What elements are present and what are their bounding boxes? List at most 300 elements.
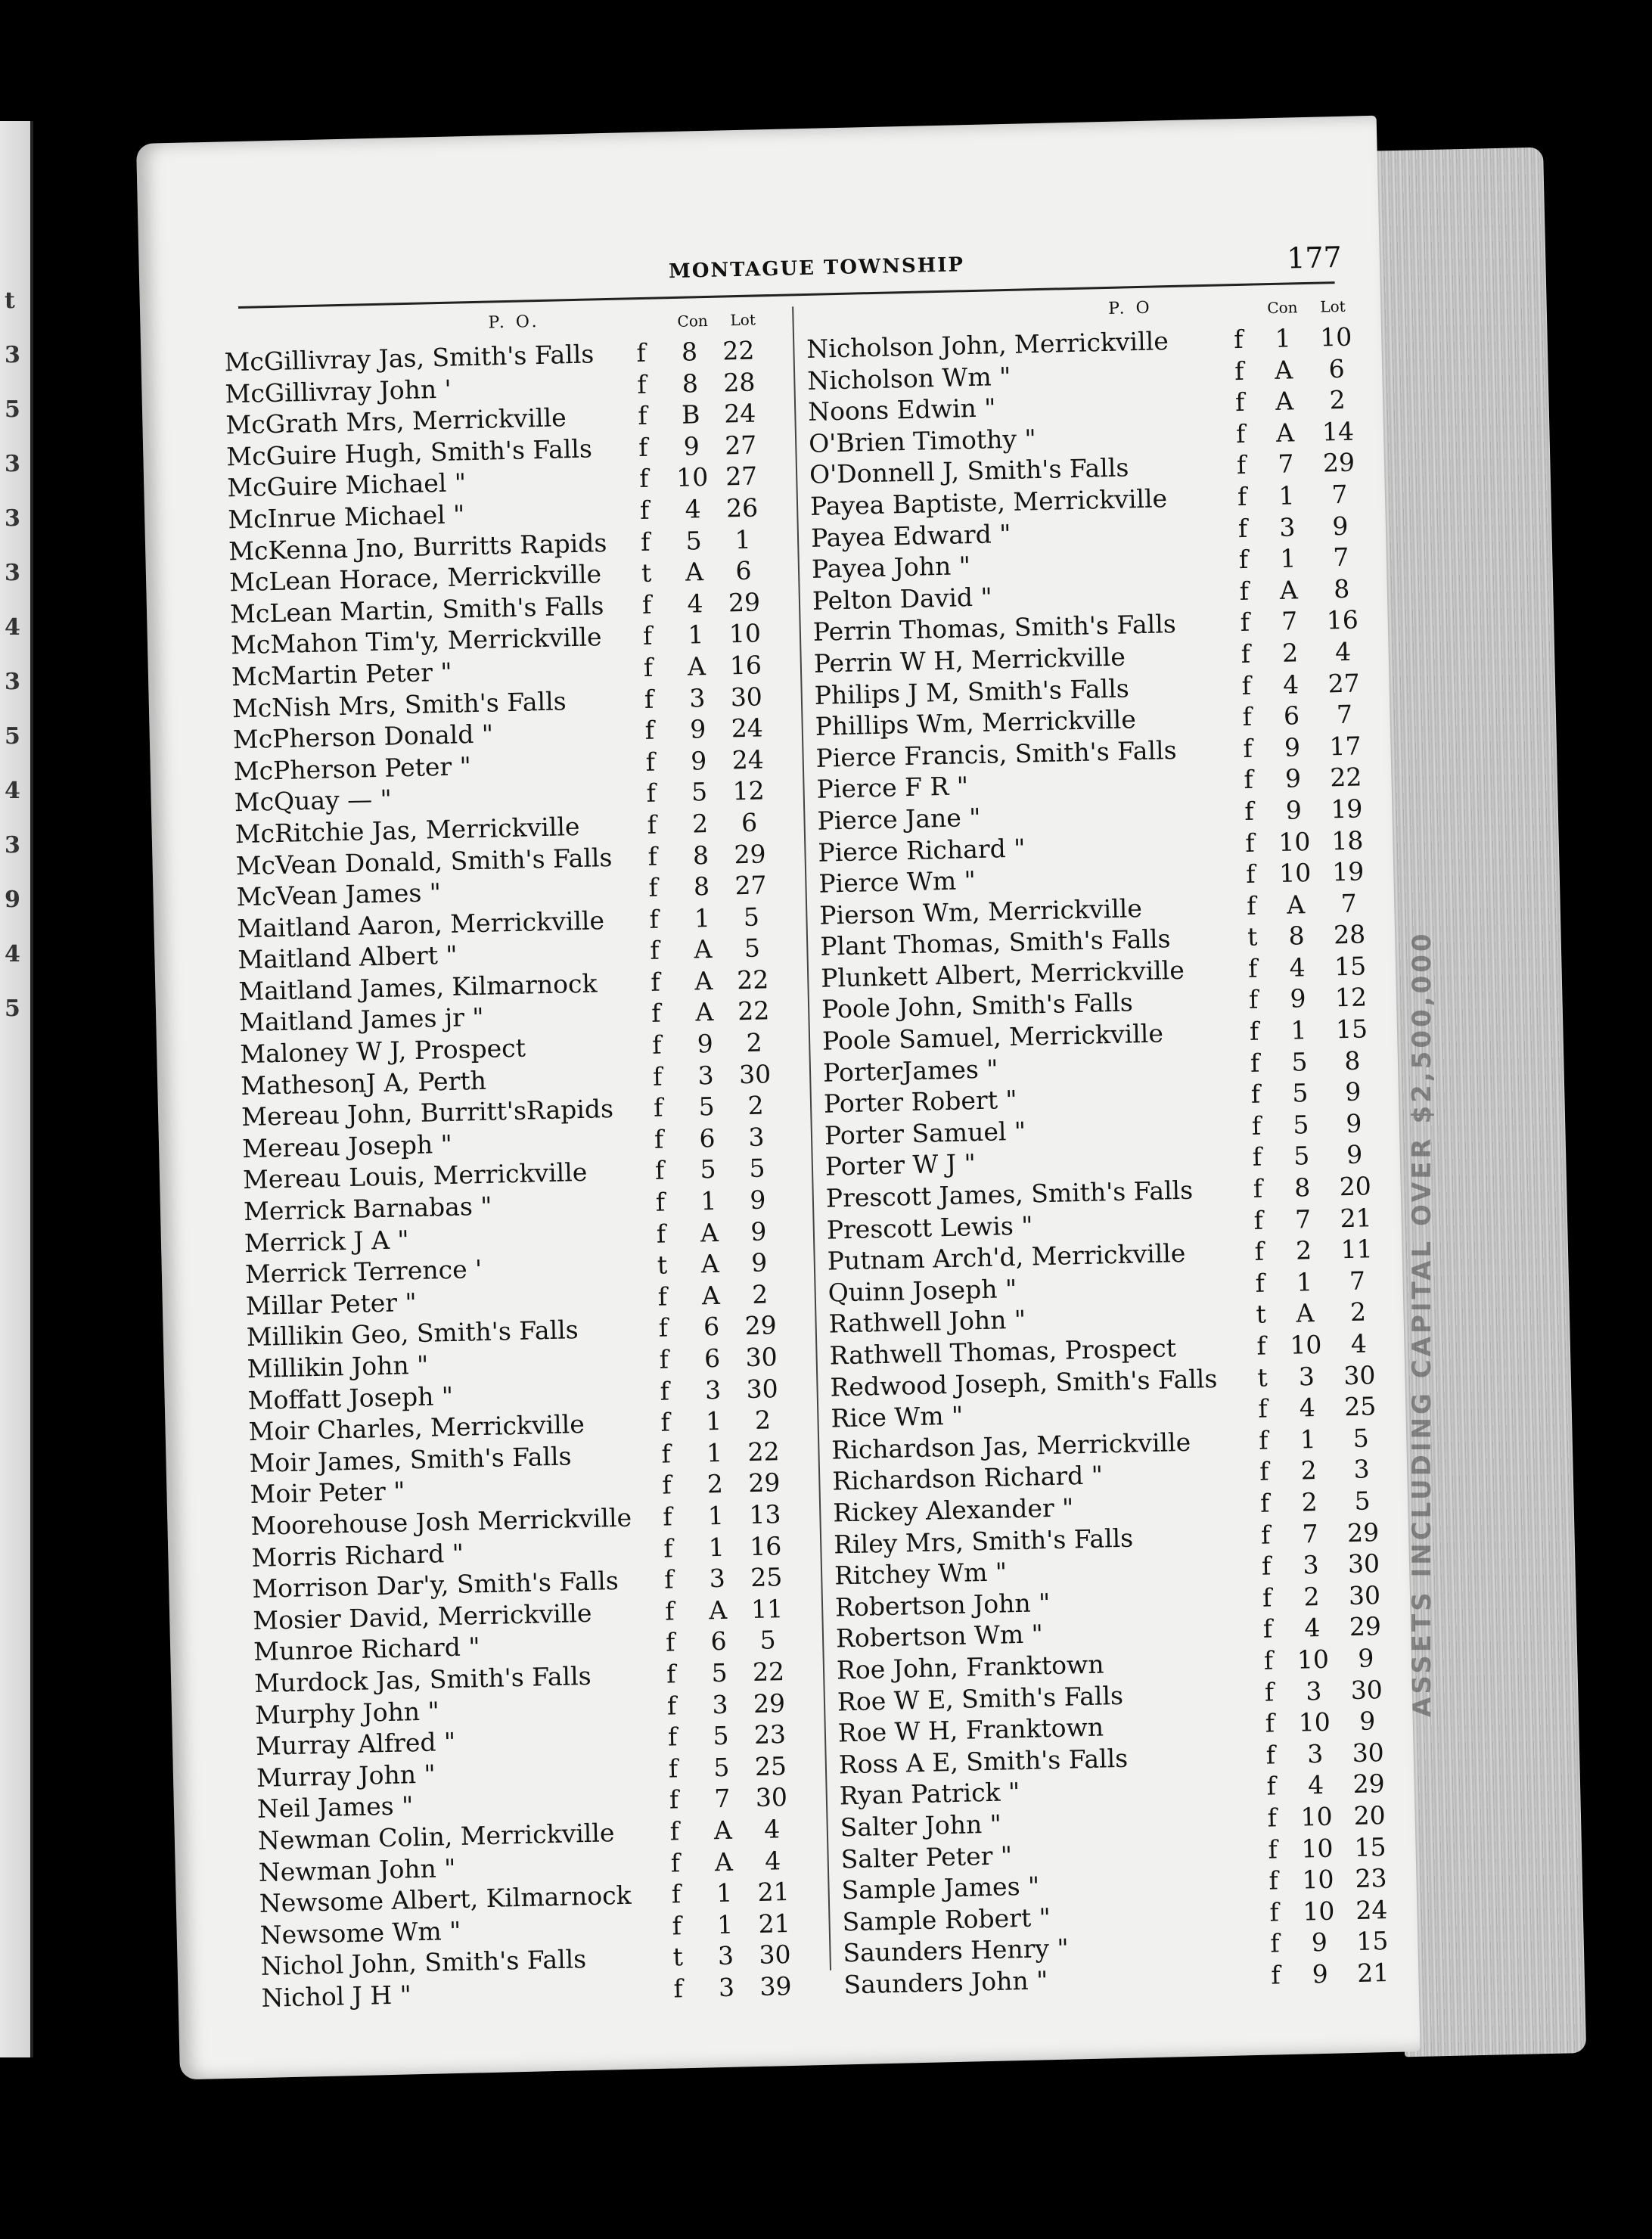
entry-name: Moir Peter " [250, 1476, 405, 1510]
entry-concession: 5 [685, 525, 703, 556]
po-header: P. O [1108, 298, 1153, 318]
adjacent-page-fragment: 4 [5, 614, 20, 641]
entry-name: Redwood Joseph, Smith's Falls [830, 1363, 1218, 1402]
entry-lot: 27 [1328, 668, 1361, 698]
entry-name: Perrin W H, Merrickville [813, 641, 1126, 679]
entry-concession: 4 [1307, 1770, 1324, 1800]
entry-lot: 23 [1355, 1863, 1387, 1894]
entry-lot: 24 [731, 713, 764, 744]
entry-concession: 5 [691, 777, 708, 807]
entry-name: Saunders John " [843, 1965, 1048, 2000]
entry-name: Murphy John " [254, 1695, 440, 1730]
entry-lot: 29 [1349, 1611, 1382, 1642]
entry-class: f [662, 1501, 673, 1532]
po-header: P. O. [488, 312, 540, 333]
entry-lot: 12 [1334, 982, 1368, 1013]
entry-lot: 10 [728, 618, 762, 649]
entry-concession: 7 [1281, 606, 1298, 637]
entry-lot: 5 [1352, 1423, 1370, 1453]
directory-page [136, 116, 1421, 2080]
entry-concession: A [700, 1217, 719, 1248]
entry-concession: 3 [1305, 1675, 1322, 1706]
adjacent-page-fragment: 3 [5, 560, 20, 586]
entry-lot: 12 [732, 775, 765, 806]
entry-name: Millikin John " [247, 1349, 429, 1384]
entry-concession: 1 [1275, 323, 1292, 353]
entry-concession: 1 [1290, 1015, 1307, 1045]
entry-lot: 11 [750, 1593, 784, 1624]
entry-class: f [1265, 1740, 1276, 1770]
entry-name: Pierce Wm " [818, 865, 977, 899]
entry-concession: 4 [687, 588, 703, 619]
right-entries [806, 321, 1396, 2000]
entry-name: Mereau Joseph " [241, 1129, 453, 1164]
entry-concession: A [1286, 889, 1306, 920]
entry-class: f [1251, 1110, 1262, 1141]
entry-name: Moffatt Joseph " [247, 1380, 454, 1415]
entry-class: f [1270, 1960, 1281, 1990]
entry-name: Nichol J H " [261, 1980, 412, 2013]
entry-lot: 27 [725, 461, 758, 492]
adjacent-page-fragment: 4 [5, 941, 20, 967]
entry-class: f [1250, 1048, 1260, 1078]
lot-header: Lot [730, 310, 756, 330]
entry-lot: 2 [1349, 1297, 1367, 1328]
entry-class: f [644, 715, 655, 746]
entry-name: Philips J M, Smith's Falls [814, 672, 1130, 710]
entry-lot: 8 [1333, 573, 1350, 604]
entry-name: McPherson Donald " [232, 719, 494, 755]
entry-name: Mosier David, Merrickville [252, 1598, 592, 1635]
entry-class: f [1261, 1551, 1272, 1581]
entry-class: f [637, 400, 647, 431]
entry-concession: 3 [697, 1060, 715, 1091]
entry-class: f [1244, 796, 1255, 826]
entry-lot: 4 [1334, 636, 1352, 667]
adjacent-page-fragment: 3 [5, 451, 20, 477]
entry-concession: 7 [1294, 1203, 1312, 1234]
entry-lot: 22 [1329, 762, 1362, 793]
adjacent-page-fragment: 3 [5, 505, 20, 532]
entry-class: f [653, 1092, 663, 1123]
entry-lot: 3 [1353, 1454, 1371, 1485]
entry-name: Prescott James, Smith's Falls [825, 1175, 1194, 1213]
entry-concession: 8 [682, 368, 699, 399]
entry-class: f [669, 1816, 680, 1846]
entry-name: Nicholson Wm " [806, 361, 1011, 396]
entry-concession: 9 [1311, 1927, 1328, 1958]
entry-name: Riley Mrs, Smith's Falls [833, 1523, 1134, 1560]
entry-lot: 2 [746, 1027, 763, 1058]
entry-lot: 7 [1336, 699, 1353, 730]
entry-class: f [1268, 1834, 1278, 1865]
entry-concession: 5 [700, 1154, 716, 1185]
entry-class: f [658, 1312, 669, 1343]
entry-class: f [1245, 859, 1256, 890]
entry-class: f [1266, 1771, 1277, 1801]
entry-concession: 10 [1278, 858, 1312, 889]
entry-concession: 1 [707, 1500, 725, 1531]
entry-name: Rice Wm " [831, 1400, 964, 1433]
entry-class: t [672, 1942, 684, 1972]
entry-class: f [661, 1470, 672, 1501]
entry-lot: 25 [754, 1750, 787, 1781]
entry-name: Pierce Richard " [818, 833, 1026, 868]
entry-lot: 25 [750, 1562, 783, 1593]
entry-class: f [1262, 1582, 1272, 1613]
entry-name: Newman John " [258, 1852, 456, 1887]
entry-class: f [1254, 1236, 1265, 1267]
entry-class: f [655, 1187, 666, 1217]
entry-lot: 6 [1328, 353, 1346, 384]
entry-class: f [1243, 733, 1253, 763]
entry-class: f [651, 1029, 662, 1060]
entry-class: f [1234, 387, 1245, 418]
entry-name: Salter John " [840, 1809, 1002, 1843]
entry-name: Maitland Albert " [238, 939, 458, 975]
entry-name: Moorehouse Josh Merrickville [250, 1502, 632, 1541]
entry-class: t [657, 1250, 668, 1280]
entry-concession: 8 [1288, 921, 1306, 951]
entry-name: McLean Horace, Merrickville [228, 559, 602, 598]
entry-concession: 3 [709, 1563, 726, 1594]
entry-lot: 21 [758, 1908, 791, 1939]
entry-class: f [1260, 1520, 1271, 1550]
entry-class: f [667, 1722, 678, 1752]
entry-name: Merrick Barnabas " [243, 1191, 492, 1227]
entry-class: f [1268, 1897, 1280, 1927]
entry-lot: 30 [745, 1342, 778, 1373]
entry-lot: 2 [751, 1279, 769, 1309]
entry-name: Newsome Albert, Kilmarnock [259, 1880, 632, 1918]
entry-class: f [1244, 828, 1255, 858]
adjacent-page-fragment: 9 [5, 887, 20, 913]
entry-concession: 4 [1282, 669, 1300, 700]
entry-lot: 21 [1340, 1202, 1373, 1233]
entry-concession: 10 [1278, 826, 1311, 857]
entry-name: Newman Colin, Merrickville [257, 1818, 615, 1855]
adjacent-page-fragment: 5 [5, 723, 20, 750]
entry-name: Neil James " [256, 1790, 414, 1824]
entry-lot: 6 [741, 807, 758, 837]
adjacent-page-fragment: 5 [5, 995, 20, 1022]
entry-concession: 1 [705, 1406, 722, 1436]
entry-class: f [1239, 576, 1250, 606]
entry-class: f [1255, 1268, 1265, 1298]
entry-lot: 8 [1343, 1045, 1361, 1076]
entry-class: f [1256, 1331, 1267, 1361]
entry-lot: 11 [1340, 1234, 1374, 1265]
lot-header: Lot [1320, 297, 1346, 316]
entry-name: Payea John " [811, 551, 971, 585]
entry-class: f [1237, 481, 1247, 512]
entry-lot: 27 [734, 870, 767, 901]
entry-name: Maloney W J, Prospect [239, 1033, 526, 1070]
entry-concession: 10 [1289, 1329, 1322, 1360]
adjacent-page-fragment: 5 [5, 396, 20, 423]
entry-lot: 9 [1331, 511, 1349, 541]
entry-lot: 29 [753, 1688, 786, 1719]
entry-concession: 4 [1289, 952, 1306, 983]
entry-name: McGrath Mrs, Merrickville [225, 402, 567, 440]
entry-name: McVean Donald, Smith's Falls [235, 842, 613, 880]
entry-concession: 1 [708, 1532, 725, 1562]
entry-name: Pierce Francis, Smith's Falls [815, 734, 1177, 773]
running-title: MONTAGUE TOWNSHIP [668, 253, 965, 284]
entry-lot: 7 [1332, 542, 1349, 573]
entry-lot: 22 [752, 1657, 785, 1687]
entry-concession: 9 [1312, 1958, 1329, 1989]
entry-lot: 4 [1350, 1328, 1368, 1359]
entry-class: t [1256, 1299, 1267, 1330]
entry-lot: 29 [1322, 447, 1355, 478]
entry-concession: 4 [685, 494, 702, 524]
con-header: Con [1267, 298, 1298, 318]
entry-name: Rathwell Thomas, Prospect [829, 1333, 1177, 1371]
entry-concession: 9 [690, 745, 707, 776]
entry-lot: 30 [730, 681, 763, 712]
entry-concession: 2 [1281, 638, 1299, 668]
entry-lot: 10 [1319, 321, 1352, 352]
entry-name: Maitland James, Kilmarnock [238, 968, 598, 1007]
entry-concession: 6 [699, 1123, 716, 1154]
entry-class: f [1257, 1393, 1268, 1424]
entry-class: f [1237, 513, 1248, 543]
entry-lot: 20 [1353, 1800, 1386, 1831]
entry-concession: 1 [1279, 543, 1296, 573]
entry-concession: 3 [712, 1689, 728, 1719]
entry-lot: 20 [1339, 1171, 1372, 1202]
entry-name: Phillips Wm, Merrickville [815, 704, 1137, 741]
entry-name: Mereau Louis, Merrickville [242, 1157, 588, 1195]
entry-lot: 28 [1333, 919, 1366, 950]
entry-lot: 2 [1329, 385, 1346, 415]
entry-name: McMahon Tim'y, Merrickville [230, 622, 602, 660]
entry-lot: 26 [725, 492, 759, 523]
entry-concession: 2 [1303, 1581, 1320, 1612]
entry-name: Poole Samuel, Merrickville [821, 1018, 1164, 1056]
entry-class: f [652, 1061, 663, 1092]
entry-lot: 30 [755, 1782, 788, 1813]
entry-class: f [1246, 890, 1256, 921]
entry-concession: 7 [1302, 1518, 1319, 1549]
entry-lot: 17 [1329, 731, 1362, 762]
entry-class: f [648, 904, 660, 934]
entry-class: f [659, 1344, 669, 1374]
entry-lot: 15 [1335, 1014, 1368, 1045]
entry-lot: 30 [1343, 1359, 1376, 1390]
entry-name: Morris Richard " [251, 1538, 464, 1573]
entry-lot: 25 [1343, 1391, 1377, 1422]
entry-class: f [1244, 765, 1254, 795]
entry-name: Rickey Alexander " [832, 1492, 1074, 1528]
entry-lot: 23 [753, 1719, 787, 1750]
entry-class: f [665, 1627, 675, 1657]
entry-class: f [1259, 1456, 1269, 1487]
entry-class: f [668, 1753, 678, 1784]
entry-concession: 8 [693, 871, 710, 902]
entry-concession: A [700, 1249, 720, 1279]
entry-name: McInrue Michael " [227, 499, 465, 535]
entry-lot: 9 [749, 1185, 766, 1215]
entry-concession: 3 [1278, 511, 1296, 542]
entry-concession: 1 [706, 1437, 723, 1468]
entry-class: f [1265, 1708, 1275, 1738]
entry-class: f [1250, 1079, 1261, 1110]
entry-concession: 7 [713, 1784, 731, 1814]
entry-lot: 30 [1348, 1579, 1381, 1610]
entry-concession: 9 [1284, 763, 1302, 794]
entry-name: Nichol John, Smith's Falls [260, 1944, 587, 1982]
entry-lot: 28 [722, 367, 756, 398]
entry-concession: 1 [716, 1877, 733, 1908]
entry-concession: 4 [1303, 1613, 1321, 1643]
entry-name: Pelton David " [812, 582, 993, 616]
entry-name: Nicholson John, Merrickville [806, 326, 1169, 364]
entry-concession: 5 [713, 1752, 730, 1782]
entry-name: Pierson Wm, Merrickville [818, 893, 1143, 930]
entry-class: f [663, 1564, 674, 1595]
entry-lot: 13 [748, 1499, 781, 1530]
entry-lot: 22 [736, 964, 769, 995]
entry-class: f [646, 778, 657, 809]
entry-class: f [1264, 1676, 1275, 1707]
entry-class: f [669, 1784, 679, 1815]
entry-name: McGuire Hugh, Smith's Falls [225, 433, 593, 472]
entry-class: f [660, 1376, 670, 1406]
entry-lot: 9 [750, 1216, 767, 1247]
entry-lot: 30 [738, 1058, 772, 1089]
entry-class: f [648, 872, 659, 902]
entry-name: Merrick Terrence ' [244, 1254, 483, 1290]
entry-class: f [660, 1407, 671, 1437]
entry-concession: 2 [706, 1469, 724, 1499]
entry-lot: 30 [746, 1373, 778, 1404]
entry-name: Putnam Arch'd, Merrickville [827, 1238, 1186, 1276]
entry-name: McQuay — " [234, 784, 393, 818]
entry-name: Maitland James jr " [238, 1002, 484, 1038]
entry-class: f [636, 337, 647, 368]
entry-name: MathesonJ A, Perth [240, 1065, 487, 1101]
entry-name: Rathwell John " [828, 1305, 1026, 1340]
entry-lot: 22 [747, 1436, 780, 1467]
entry-class: f [661, 1439, 672, 1469]
entry-concession: 10 [1296, 1644, 1330, 1675]
entry-lot: 24 [723, 398, 756, 429]
entry-lot: 21 [757, 1877, 790, 1908]
entry-lot: 30 [1347, 1548, 1380, 1579]
con-header: Con [677, 311, 709, 331]
entry-class: f [647, 809, 657, 840]
entry-lot: 21 [1356, 1957, 1390, 1988]
entry-lot: 19 [1330, 793, 1363, 824]
entry-name: Moir Charles, Merrickville [248, 1409, 585, 1447]
entry-name: Munroe Richard " [253, 1632, 480, 1667]
entry-class: f [1233, 324, 1244, 355]
entry-concession: 9 [689, 714, 706, 744]
entry-lot: 18 [1331, 824, 1364, 856]
entry-concession: 5 [1292, 1110, 1309, 1140]
entry-concession: 5 [711, 1657, 728, 1688]
entry-concession: A [1296, 1298, 1315, 1329]
entry-class: t [641, 557, 652, 588]
entry-class: f [1269, 1928, 1281, 1958]
entry-name: Murray Alfred " [255, 1727, 456, 1762]
entry-concession: 8 [681, 337, 698, 367]
entry-class: f [666, 1659, 676, 1689]
entry-lot: 9 [750, 1247, 768, 1278]
entry-lot: 29 [744, 1310, 778, 1341]
entry-name: Maitland Aaron, Merrickville [237, 905, 605, 943]
entry-concession: A [714, 1846, 734, 1877]
entry-name: Plunkett Albert, Merrickville [820, 955, 1185, 993]
entry-concession: A [701, 1280, 721, 1311]
entry-name: Sample James " [841, 1871, 1040, 1905]
entry-class: f [663, 1533, 673, 1564]
entry-lot: 16 [729, 650, 762, 681]
entry-concession: 4 [1299, 1393, 1316, 1423]
entry-lot: 3 [748, 1122, 765, 1152]
entry-class: f [1234, 356, 1244, 386]
entry-class: f [641, 589, 652, 620]
entry-concession: 5 [698, 1092, 716, 1122]
entry-class: f [1236, 450, 1247, 480]
entry-concession: 3 [1298, 1361, 1315, 1392]
left-column [223, 307, 814, 2014]
entry-concession: 9 [1285, 795, 1303, 825]
entry-concession: 3 [717, 1940, 734, 1971]
entry-name: Roe W E, Smith's Falls [837, 1680, 1124, 1717]
entry-lot: 9 [1346, 1140, 1363, 1170]
entry-concession: 3 [1306, 1738, 1324, 1769]
entry-concession: 8 [692, 840, 710, 871]
right-column [806, 293, 1396, 2000]
entry-lot: 15 [1334, 951, 1367, 982]
entry-class: f [1248, 985, 1259, 1015]
entry-class: t [1247, 921, 1258, 952]
entry-name: Millikin Geo, Smith's Falls [246, 1315, 579, 1352]
entry-concession: 10 [1301, 1833, 1334, 1864]
entry-concession: A [1275, 418, 1295, 448]
entry-name: Pierce Jane " [817, 802, 981, 836]
entry-lot: 16 [749, 1530, 782, 1561]
entry-lot: 2 [754, 1405, 772, 1436]
adjacent-page-edge [0, 121, 33, 2057]
entry-name: McNish Mrs, Smith's Falls [231, 685, 567, 723]
entry-lot: 22 [737, 995, 770, 1026]
entry-class: f [1262, 1613, 1273, 1644]
entry-lot: 4 [764, 1845, 781, 1876]
entry-name: Payea Edward " [810, 518, 1011, 553]
entry-concession: 3 [704, 1374, 722, 1405]
entry-concession: 9 [1290, 983, 1306, 1014]
entry-concession: 10 [1298, 1706, 1331, 1737]
entry-concession: 1 [1278, 480, 1295, 511]
entry-concession: 9 [1284, 732, 1301, 762]
entry-class: f [1253, 1205, 1264, 1235]
entry-lot: 7 [1349, 1265, 1366, 1296]
entry-lot: 9 [1344, 1076, 1362, 1107]
entry-class: f [666, 1690, 677, 1721]
entry-class: f [1241, 638, 1251, 669]
entry-name: Mereau John, Burritt'sRapids [241, 1094, 614, 1132]
entry-name: Ryan Patrick " [839, 1777, 1020, 1811]
entry-concession: 1 [1296, 1266, 1313, 1297]
entry-class: f [1263, 1645, 1274, 1675]
entry-lot: 9 [1357, 1643, 1374, 1673]
entry-name: Ritchey Wm " [834, 1557, 1008, 1591]
entry-lot: 2 [747, 1090, 764, 1121]
